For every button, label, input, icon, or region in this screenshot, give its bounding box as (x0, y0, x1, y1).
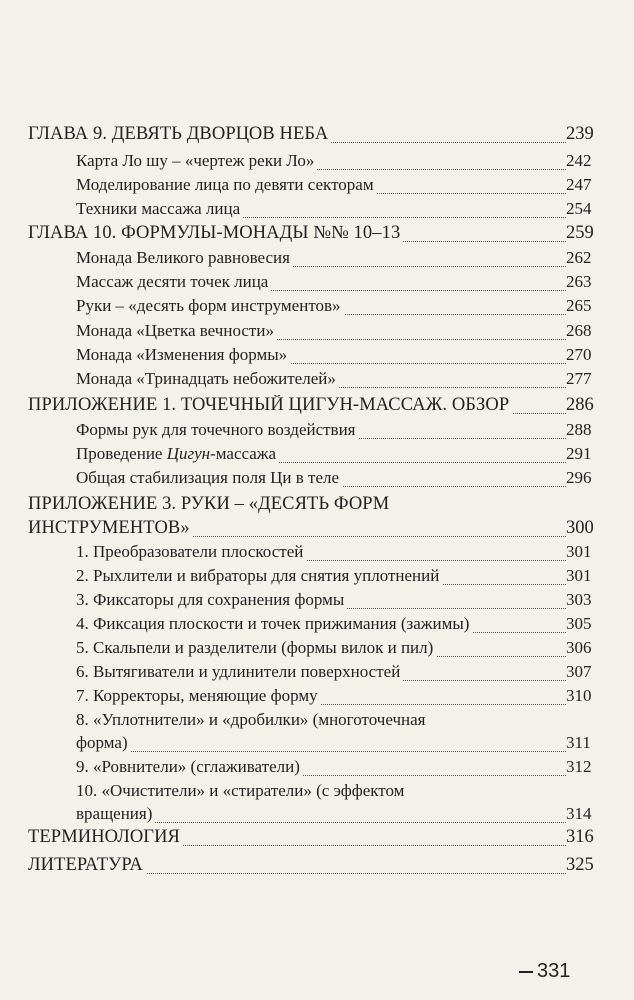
toc-entry (0, 614, 634, 640)
toc-entry (0, 124, 634, 150)
toc-entry-page: 291 (566, 444, 626, 464)
toc-entry-title: ПРИЛОЖЕНИЕ 3. РУКИ – «ДЕСЯТЬ ФОРМ (28, 494, 392, 515)
toc-entry-title: Общая стабилизация поля Ци в теле (76, 468, 342, 488)
toc-entry (0, 827, 634, 853)
toc-entry-page: 307 (566, 662, 626, 682)
toc-entry-title: 2. Рыхлители и вибраторы для снятия уплотнений (76, 566, 442, 586)
toc-entry-title-prefix: Проведение (76, 444, 167, 463)
toc-entry-page: 303 (566, 590, 626, 610)
toc-entry-title-italic: Цигун (166, 444, 211, 463)
toc-entry (0, 757, 634, 783)
toc-entry-page: 296 (566, 468, 626, 488)
toc-entry-page: 247 (566, 175, 626, 195)
toc-entry-title-line2: ИНСТРУМЕНТОВ» (28, 518, 193, 539)
toc-entry-page: 312 (566, 757, 626, 777)
toc-entry-page: 325 (566, 855, 626, 876)
toc-entry-title: 9. «Ровнители» (сглаживатели) (76, 757, 303, 777)
toc-entry-page: 254 (566, 199, 626, 219)
toc-entry-page: 268 (566, 321, 626, 341)
toc-entry-page: 301 (566, 542, 626, 562)
toc-entry-title: 5. Скальпели и разделители (формы вилок и пил) (76, 638, 436, 658)
toc-entry-title: Монада «Изменения формы» (76, 345, 290, 365)
toc-entry-page: 265 (566, 296, 626, 316)
toc-entry-page: 263 (566, 272, 626, 292)
toc-entry-page: 242 (566, 151, 626, 171)
toc-entry-page: 310 (566, 686, 626, 706)
toc-entry (0, 345, 634, 371)
toc-entry (0, 542, 634, 568)
toc-entry-title: 1. Преобразователи плоскостей (76, 542, 306, 562)
toc-entry (0, 199, 634, 225)
toc-entry-page: 277 (566, 369, 626, 389)
toc-entry (0, 272, 634, 298)
toc-entry (0, 395, 634, 421)
toc-entry (0, 468, 634, 494)
toc-entry (0, 296, 634, 322)
toc-entry-title: Монада «Цветка вечности» (76, 321, 277, 341)
toc-entry-page: 311 (566, 733, 626, 753)
toc-entry-page: 301 (566, 566, 626, 586)
toc-entry-page: 239 (566, 124, 626, 145)
toc-entry (0, 686, 634, 712)
page-number-value: 331 (537, 960, 571, 982)
toc-entry (0, 321, 634, 347)
toc-entry-title: Моделирование лица по девяти секторам (76, 175, 377, 195)
toc-entry-title: 7. Корректоры, меняющие форму (76, 686, 321, 706)
toc-entry-title-line2: вращения) (76, 804, 155, 824)
toc-entry-page: 288 (566, 420, 626, 440)
toc-entry-title: ПРИЛОЖЕНИЕ 1. ТОЧЕЧНЫЙ ЦИГУН-МАССАЖ. ОБЗОР (28, 395, 512, 416)
toc-entry (0, 223, 634, 249)
toc-entry-title: ГЛАВА 10. ФОРМУЛЫ-МОНАДЫ №№ 10–13 (28, 223, 403, 244)
toc-entry-title-line2: форма) (76, 733, 131, 753)
toc-entry-title (76, 444, 279, 464)
toc-entry-title: 10. «Очистители» и «стиратели» (с эффектом (76, 781, 407, 801)
toc-entry-page: 286 (566, 395, 626, 416)
toc-entry-page: 259 (566, 223, 626, 244)
toc-entry-title: Техники массажа лица (76, 199, 243, 219)
toc-entry-title: ГЛАВА 9. ДЕВЯТЬ ДВОРЦОВ НЕБА (28, 124, 331, 145)
toc-entry-page: 270 (566, 345, 626, 365)
toc-entry (0, 781, 634, 829)
toc-entry (0, 855, 634, 881)
toc-entry-page: 314 (566, 804, 626, 824)
toc-entry (0, 638, 634, 664)
toc-entry-title: ЛИТЕРАТУРА (28, 855, 146, 876)
toc-entry (0, 175, 634, 201)
toc-entry-title-suffix: -массажа (210, 444, 277, 463)
toc-entry (0, 369, 634, 395)
toc-entry-title: 4. Фиксация плоскости и точек прижимания (зажимы) (76, 614, 472, 634)
toc-entry-title: Монада Великого равновесия (76, 248, 293, 268)
toc-entry-title: Массаж десяти точек лица (76, 272, 271, 292)
page-number (519, 960, 570, 983)
toc-entry (0, 248, 634, 274)
toc-entry-page: 316 (566, 827, 626, 848)
toc-entry-title: 8. «Уплотнители» и «дробилки» (многоточечная (76, 710, 428, 730)
toc-entry (0, 420, 634, 446)
toc-entry (0, 662, 634, 688)
toc-entry (0, 444, 634, 470)
toc-entry-title: Формы рук для точечного воздействия (76, 420, 359, 440)
page-number-dash (519, 971, 533, 973)
toc-entry (0, 566, 634, 592)
toc-entry-title: Руки – «десять форм инструментов» (76, 296, 344, 316)
toc-entry-title: 3. Фиксаторы для сохранения формы (76, 590, 347, 610)
toc-entry-title: Карта Ло шу – «чертеж реки Ло» (76, 151, 317, 171)
toc-entry-page: 262 (566, 248, 626, 268)
toc-entry-page: 300 (566, 518, 626, 539)
toc-entry-page: 305 (566, 614, 626, 634)
toc-entry-title: ТЕРМИНОЛОГИЯ (28, 827, 183, 848)
toc-entry (0, 590, 634, 616)
toc-entry-title: Монада «Тринадцать небожителей» (76, 369, 339, 389)
toc-entry-title: 6. Вытягиватели и удлинители поверхностей (76, 662, 403, 682)
toc-entry (0, 494, 634, 544)
toc-entry-page: 306 (566, 638, 626, 658)
toc-entry (0, 151, 634, 177)
toc-entry (0, 710, 634, 758)
